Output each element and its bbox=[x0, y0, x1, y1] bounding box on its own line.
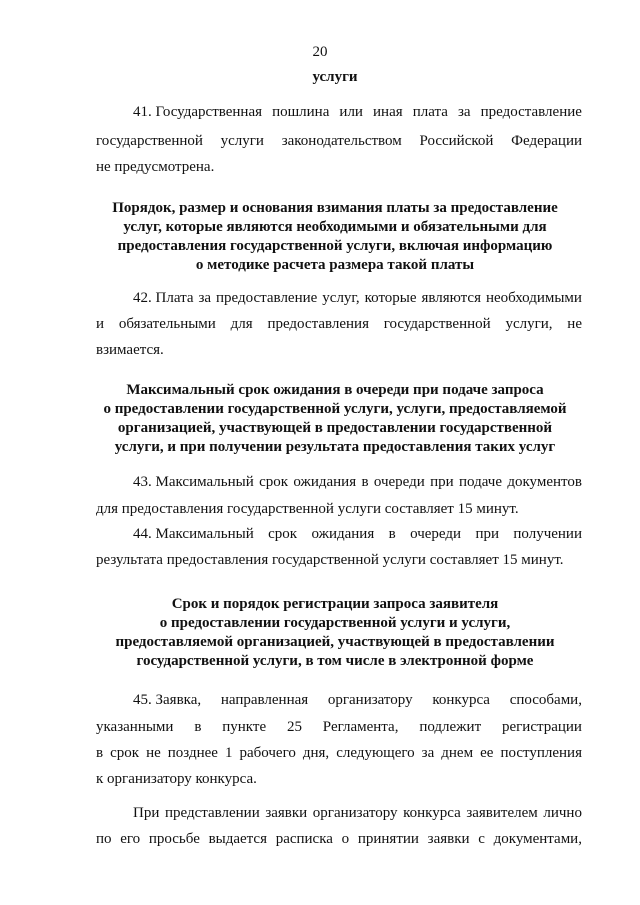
paragraph-43-line-1: 43. Максимальный срок ожидания в очереди при подаче документов bbox=[133, 474, 582, 490]
section-heading-queue-line-3: организацией, участвующей в предоставлении государственной bbox=[117, 420, 553, 436]
page-number: 20 bbox=[312, 44, 328, 60]
section-heading-registration-line-2: о предоставлении государственной услуги и услуги, bbox=[159, 615, 511, 631]
paragraph-46-line-2: по его просьбе выдается расписка о принятии заявки с документами, bbox=[96, 831, 582, 847]
section-heading-registration-line-3: предоставляемой организацией, участвующей в предоставлении bbox=[115, 634, 555, 650]
paragraph-42-line-1: 42. Плата за предоставление услуг, которые являются необходимыми bbox=[133, 290, 582, 306]
section-heading-registration-line-4: государственной услуги, в том числе в электронной форме bbox=[136, 653, 534, 669]
paragraph-45-line-3: в срок не позднее 1 рабочего дня, следующего за днем ее поступления bbox=[96, 745, 582, 761]
continued-heading: услуги bbox=[312, 69, 358, 85]
paragraph-43-line-2: для предоставления государственной услуги составляет 15 минут. bbox=[96, 501, 519, 517]
paragraph-45-line-1: 45. Заявка, направленная организатору конкурса способами, bbox=[133, 692, 582, 708]
paragraph-41-line-3: не предусмотрена. bbox=[96, 159, 215, 175]
paragraph-42-line-3: взимается. bbox=[96, 342, 164, 358]
paragraph-46-line-1: При представлении заявки организатору конкурса заявителем лично bbox=[133, 805, 582, 821]
section-heading-registration-line-1: Срок и порядок регистрации запроса заявителя bbox=[171, 596, 499, 612]
section-heading-fee-line-3: предоставления государственной услуги, включая информацию bbox=[117, 238, 553, 254]
section-heading-queue-line-4: услуги, и при получении результата предоставления таких услуг bbox=[114, 439, 556, 455]
section-heading-fee-line-4: о методике расчета размера такой платы bbox=[195, 257, 475, 273]
paragraph-41-line-1: 41. Государственная пошлина или иная плата за предоставление bbox=[133, 104, 582, 120]
paragraph-45-line-2: указанными в пункте 25 Регламента, подлежит регистрации bbox=[96, 719, 582, 735]
paragraph-41-line-2: государственной услуги законодательством Российской Федерации bbox=[96, 133, 582, 149]
section-heading-fee-line-2: услуг, которые являются необходимыми и обязательными для bbox=[123, 219, 547, 235]
paragraph-42-line-2: и обязательными для предоставления государственной услуги, не bbox=[96, 316, 582, 332]
section-heading-queue-line-1: Максимальный срок ожидания в очереди при подаче запроса bbox=[126, 382, 544, 398]
paragraph-44-line-2: результата предоставления государственной услуги составляет 15 минут. bbox=[96, 552, 564, 568]
section-heading-fee-line-1: Порядок, размер и основания взимания платы за предоставление bbox=[112, 200, 558, 216]
paragraph-44-line-1: 44. Максимальный срок ожидания в очереди при получении bbox=[133, 526, 582, 542]
paragraph-45-line-4: к организатору конкурса. bbox=[96, 771, 257, 787]
section-heading-queue-line-2: о предоставлении государственной услуги, услуги, предоставляемой bbox=[103, 401, 567, 417]
